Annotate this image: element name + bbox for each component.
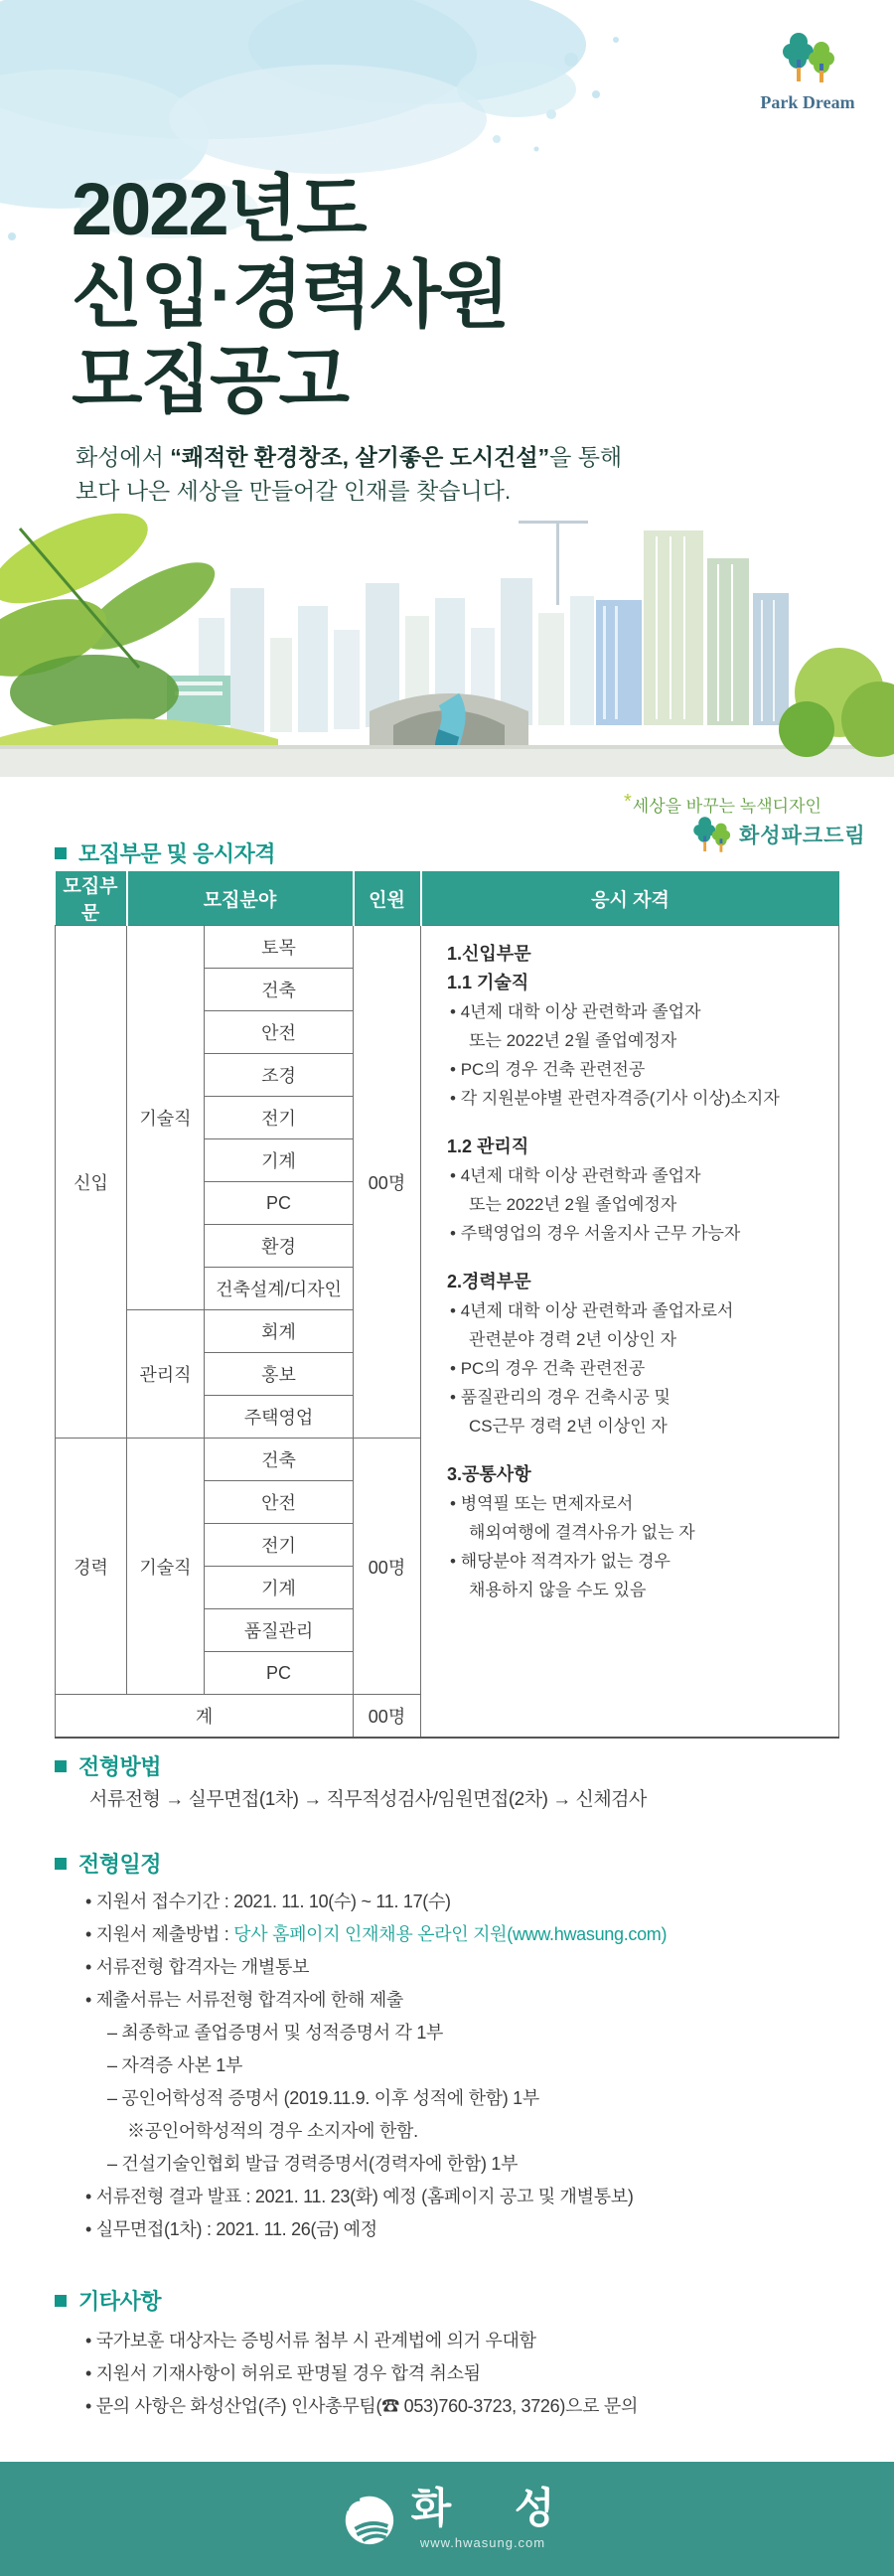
table-header-row <box>56 871 839 926</box>
list-line: • 각 지원분야별 관련자격증(기사 이상)소지자 <box>450 1089 780 1108</box>
list-line: 1.2 관리직 <box>447 1136 529 1156</box>
square-bullet-icon <box>55 1858 67 1870</box>
list-line: • 해당분야 적격자가 없는 경우 <box>450 1552 670 1571</box>
schedule-list <box>85 1886 840 2246</box>
total-headcount: 00명 <box>354 1695 421 1738</box>
field-cell: 기계 <box>205 1567 354 1609</box>
footer-url: www.hwasung.com <box>419 2535 546 2550</box>
total-label: 계 <box>56 1695 354 1738</box>
recruitment-table <box>55 871 839 1739</box>
title-line-1: 2022년도 <box>72 168 366 250</box>
field-cell: 건축 <box>205 1439 354 1481</box>
section-title-etc: 기타사항 <box>55 2285 161 2316</box>
field-cell: 전기 <box>205 1097 354 1139</box>
list-line: – 최종학교 졸업증명서 및 성적증명서 각 1부 <box>107 2023 444 2043</box>
list-line: • 4년제 대학 이상 관련학과 졸업자 <box>450 1002 701 1021</box>
list-line: – 자격증 사본 1부 <box>107 2055 243 2075</box>
col-header-qualification: 응시 자격 <box>421 871 839 926</box>
field-cell: 조경 <box>205 1054 354 1097</box>
job-type-tech: 기술직 <box>127 926 205 1310</box>
list-line: • 4년제 대학 이상 관련학과 졸업자로서 <box>450 1301 734 1320</box>
list-line: 또는 2022년 2월 졸업예정자 <box>469 1031 677 1050</box>
list-line: • 서류전형 합격자는 개별통보 <box>85 1957 310 1977</box>
field-cell: 회계 <box>205 1310 354 1353</box>
list-line: CS근무 경력 2년 이상인 자 <box>469 1417 668 1436</box>
field-cell: 안전 <box>205 1011 354 1054</box>
field-cell: 토목 <box>205 926 354 969</box>
headcount-new: 00명 <box>354 926 421 1439</box>
square-bullet-icon <box>55 1760 67 1772</box>
section-title-schedule: 전형일정 <box>55 1848 161 1879</box>
field-cell: 주택영업 <box>205 1396 354 1439</box>
field-cell: 전기 <box>205 1524 354 1567</box>
list-line: • 병역필 또는 면제자로서 <box>450 1494 634 1513</box>
park-dream-trees-icon <box>777 30 838 85</box>
subtitle-line-1: 화성에서 “쾌적한 환경창조, 살기좋은 도시건설”을 통해 <box>75 444 623 470</box>
footer-logo-text: 화 성 <box>410 2485 581 2531</box>
field-cell: 건축설계/디자인 <box>205 1268 354 1310</box>
subtitle-line-2: 보다 나은 세상을 만들어갈 인재를 찾습니다. <box>75 478 512 504</box>
list-line: • 지원서 기재사항이 허위로 판명될 경우 합격 취소됨 <box>85 2363 481 2383</box>
field-cell: 안전 <box>205 1481 354 1524</box>
title-line-2: 신입·경력사원 <box>72 252 509 336</box>
field-cell: PC <box>205 1652 354 1695</box>
headcount-experienced: 00명 <box>354 1439 421 1695</box>
eco-tagline: *세상을 바꾸는 녹색디자인 <box>624 791 821 816</box>
park-dream-logo <box>753 30 862 113</box>
list-line <box>447 1440 828 1460</box>
list-line: – 건설기술인협회 발급 경력증명서(경력자에 한함) 1부 <box>107 2154 519 2174</box>
field-cell: 건축 <box>205 969 354 1011</box>
list-line: 1.신입부문 <box>447 944 531 964</box>
city-illustration <box>0 489 894 777</box>
section-title-method: 전형방법 <box>55 1750 161 1781</box>
list-line: • 지원서 접수기간 : 2021. 11. 10(수) ~ 11. 17(수) <box>85 1892 451 1911</box>
selection-flow: 서류전형 → 실무면접(1차) → 직무적성검사/임원면접(2차) → 신체검사 <box>89 1789 647 1810</box>
col-header-field: 모집분야 <box>127 871 354 926</box>
list-line: • PC의 경우 건축 관련전공 <box>450 1060 646 1079</box>
park-brand-wordmark: 화성파크드림 <box>739 825 866 847</box>
list-line: • 국가보훈 대상자는 증빙서류 첨부 시 관계법에 의거 우대함 <box>85 2331 536 2350</box>
list-line <box>447 1113 828 1133</box>
field-cell: 홍보 <box>205 1353 354 1396</box>
square-bullet-icon <box>55 2295 67 2307</box>
hwasung-emblem-icon <box>340 2491 397 2548</box>
list-line: 1.1 기술직 <box>447 973 529 992</box>
list-line: 2.경력부문 <box>447 1272 531 1291</box>
job-type-tech: 기술직 <box>127 1439 205 1695</box>
table-row <box>56 926 839 969</box>
list-line: • PC의 경우 건축 관련전공 <box>450 1359 646 1378</box>
qualifications-text <box>447 940 828 1604</box>
list-line: 채용하지 않을 수도 있음 <box>469 1581 647 1599</box>
poster-title <box>72 167 509 422</box>
list-line: • 문의 사항은 화성산업(주) 인사총무팀(☎ 053)760-3723, 3726)으로 문의 <box>85 2396 639 2416</box>
col-header-division: 모집부문 <box>56 871 127 926</box>
job-type-mgmt: 관리직 <box>127 1310 205 1439</box>
field-cell: 품질관리 <box>205 1609 354 1652</box>
square-bullet-icon <box>55 847 67 859</box>
footer <box>0 2462 894 2576</box>
hwasung-park-dream-logo <box>689 815 866 854</box>
list-line: 3.공통사항 <box>447 1464 531 1484</box>
list-line: 관련분야 경력 2년 이상인 자 <box>469 1330 677 1349</box>
etc-list <box>85 2325 840 2423</box>
title-line-3: 모집공고 <box>72 338 348 421</box>
list-line: • 서류전형 결과 발표 : 2021. 11. 23(화) 예정 (홈페이지 공고 및 개별통보) <box>85 2187 634 2206</box>
list-line: • 품질관리의 경우 건축시공 및 <box>450 1388 670 1407</box>
list-line: 또는 2022년 2월 졸업예정자 <box>469 1195 677 1214</box>
list-line: • 주택영업의 경우 서울지사 근무 가능자 <box>450 1224 741 1243</box>
qualifications-cell <box>421 926 839 1738</box>
park-brand-trees-icon <box>689 815 733 854</box>
list-line: • 제출서류는 서류전형 합격자에 한해 제출 <box>85 1990 404 2010</box>
highlighted-text: 당사 홈페이지 인재채용 온라인 지원(www.hwasung.com) <box>233 1924 668 1944</box>
list-line: – 공인어학성적 증명서 (2019.11.9. 이후 성적에 한함) 1부 <box>107 2088 539 2108</box>
list-line <box>447 1248 828 1268</box>
field-cell: 기계 <box>205 1139 354 1182</box>
field-cell: 환경 <box>205 1225 354 1268</box>
park-dream-wordmark: Park Dream <box>760 92 855 112</box>
asterisk-icon: * <box>624 791 632 813</box>
division-new: 신입 <box>56 926 127 1439</box>
field-cell: PC <box>205 1182 354 1225</box>
list-line: • 실무면접(1차) : 2021. 11. 26(금) 예정 <box>85 2219 377 2239</box>
list-line: ※공인어학성적의 경우 소지자에 한함. <box>127 2121 418 2141</box>
list-line: 해외여행에 결격사유가 없는 자 <box>469 1523 695 1542</box>
section-title-recruitment: 모집부문 및 응시자격 <box>55 837 275 868</box>
division-experienced: 경력 <box>56 1439 127 1695</box>
col-header-headcount: 인원 <box>354 871 421 926</box>
list-line: • 4년제 대학 이상 관련학과 졸업자 <box>450 1166 701 1185</box>
list-line: • 지원서 제출방법 : 당사 홈페이지 인재채용 온라인 지원(www.hwasung.com) <box>85 1924 668 1944</box>
